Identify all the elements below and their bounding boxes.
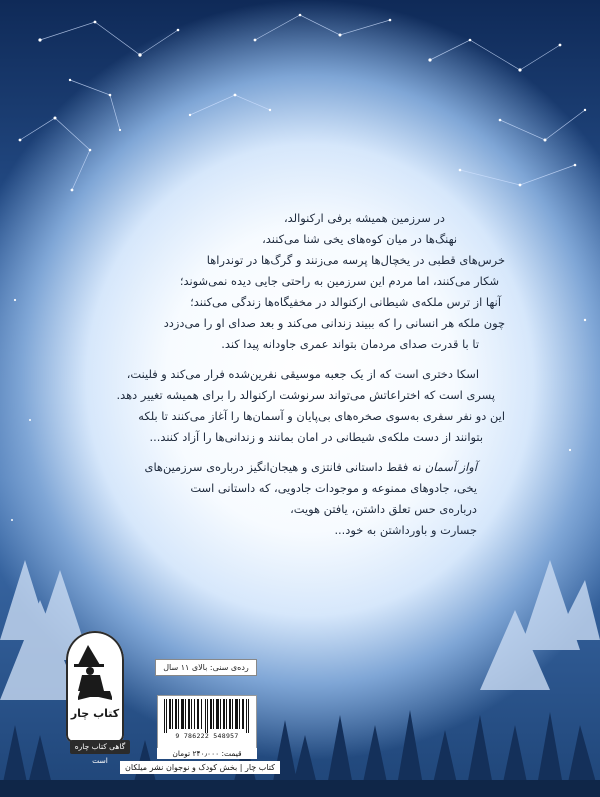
blurb-line: نهنگ‌ها در میان کوه‌های یخی شنا می‌کنند، (262, 232, 457, 246)
blurb-line: بتوانند از دست ملکه‌ی شیطانی در امان بمانند و زندانی‌ها را آزاد کنند... (149, 430, 483, 444)
publisher-logo (66, 631, 124, 743)
blurb-line: شکار می‌کنند، اما مردم این سرزمین به راحتی جایی دیده نمی‌شوند؛ (179, 274, 499, 288)
blurb-line-rest: نه فقط داستانی فانتزی و هیجان‌انگیز درباره‌ی سرزمین‌های (144, 460, 425, 474)
blurb-line: جسارت و باورداشتن به خود... (334, 523, 477, 537)
book-title-inline: آواز آسمان (424, 460, 477, 474)
publisher-tagline: گاهی کتاب چاره است (70, 740, 130, 754)
barcode-bars (162, 699, 252, 733)
blurb-line: این دو نفر سفری به‌سوی صخره‌های بی‌پایان و آسمان‌ها را آغاز می‌کنند تا بلکه (138, 409, 505, 423)
publisher-imprint-line: کتاب چار | بخش کودک و نوجوان نشر میلکان (120, 761, 280, 774)
blurb-line: چون ملکه هر انسانی را که ببیند زندانی می‌کند و بعد صدای او را می‌دزدد (163, 316, 505, 330)
price-label: قیمت: ۲۴۰٫۰۰۰ تومان (157, 748, 257, 759)
blurb-line (95, 457, 505, 478)
publisher-logo-name: کتاب چار (70, 707, 120, 720)
isbn-barcode (157, 695, 257, 749)
blurb-line: پسری است که اختراعاتش می‌تواند سرنوشت ارکنوالد را برای همیشه تغییر دهد. (116, 388, 495, 402)
blurb-paragraph-characters (95, 364, 505, 448)
blurb-line: در سرزمین همیشه برفی ارکنوالد، (284, 211, 445, 225)
blurb-line: درباره‌ی حس تعلق داشتن، یافتن هویت، (290, 502, 477, 516)
blurb-paragraph-setting (95, 208, 505, 355)
blurb-line: آنها از ترس ملکه‌ی شیطانی ارکنوالد در مخفیگاه‌ها زندگی می‌کنند؛ (190, 295, 501, 309)
blurb-line: خرس‌های قطبی در یخچال‌ها پرسه می‌زنند و گرگ‌ها در توندراها (206, 253, 505, 267)
blurb-paragraph-summary (95, 457, 505, 541)
back-cover-blurb (95, 208, 505, 550)
isbn-digits: 9 786222 548957 (175, 732, 239, 740)
blurb-line: تا با قدرت صدای مردمان بتواند عمری جاودانه پیدا کند. (221, 337, 479, 351)
blurb-line: یخی، جادوهای ممنوعه و موجودات جادویی، که داستانی است (190, 481, 477, 495)
age-rating-label: رده‌ی سنی: بالای ۱۱ سال (155, 659, 257, 676)
witch-on-book-icon (66, 639, 124, 705)
blurb-line: اسکا دختری است که از یک جعبه موسیقی نفرین‌شده فرار می‌کند و فلینت، (126, 367, 479, 381)
